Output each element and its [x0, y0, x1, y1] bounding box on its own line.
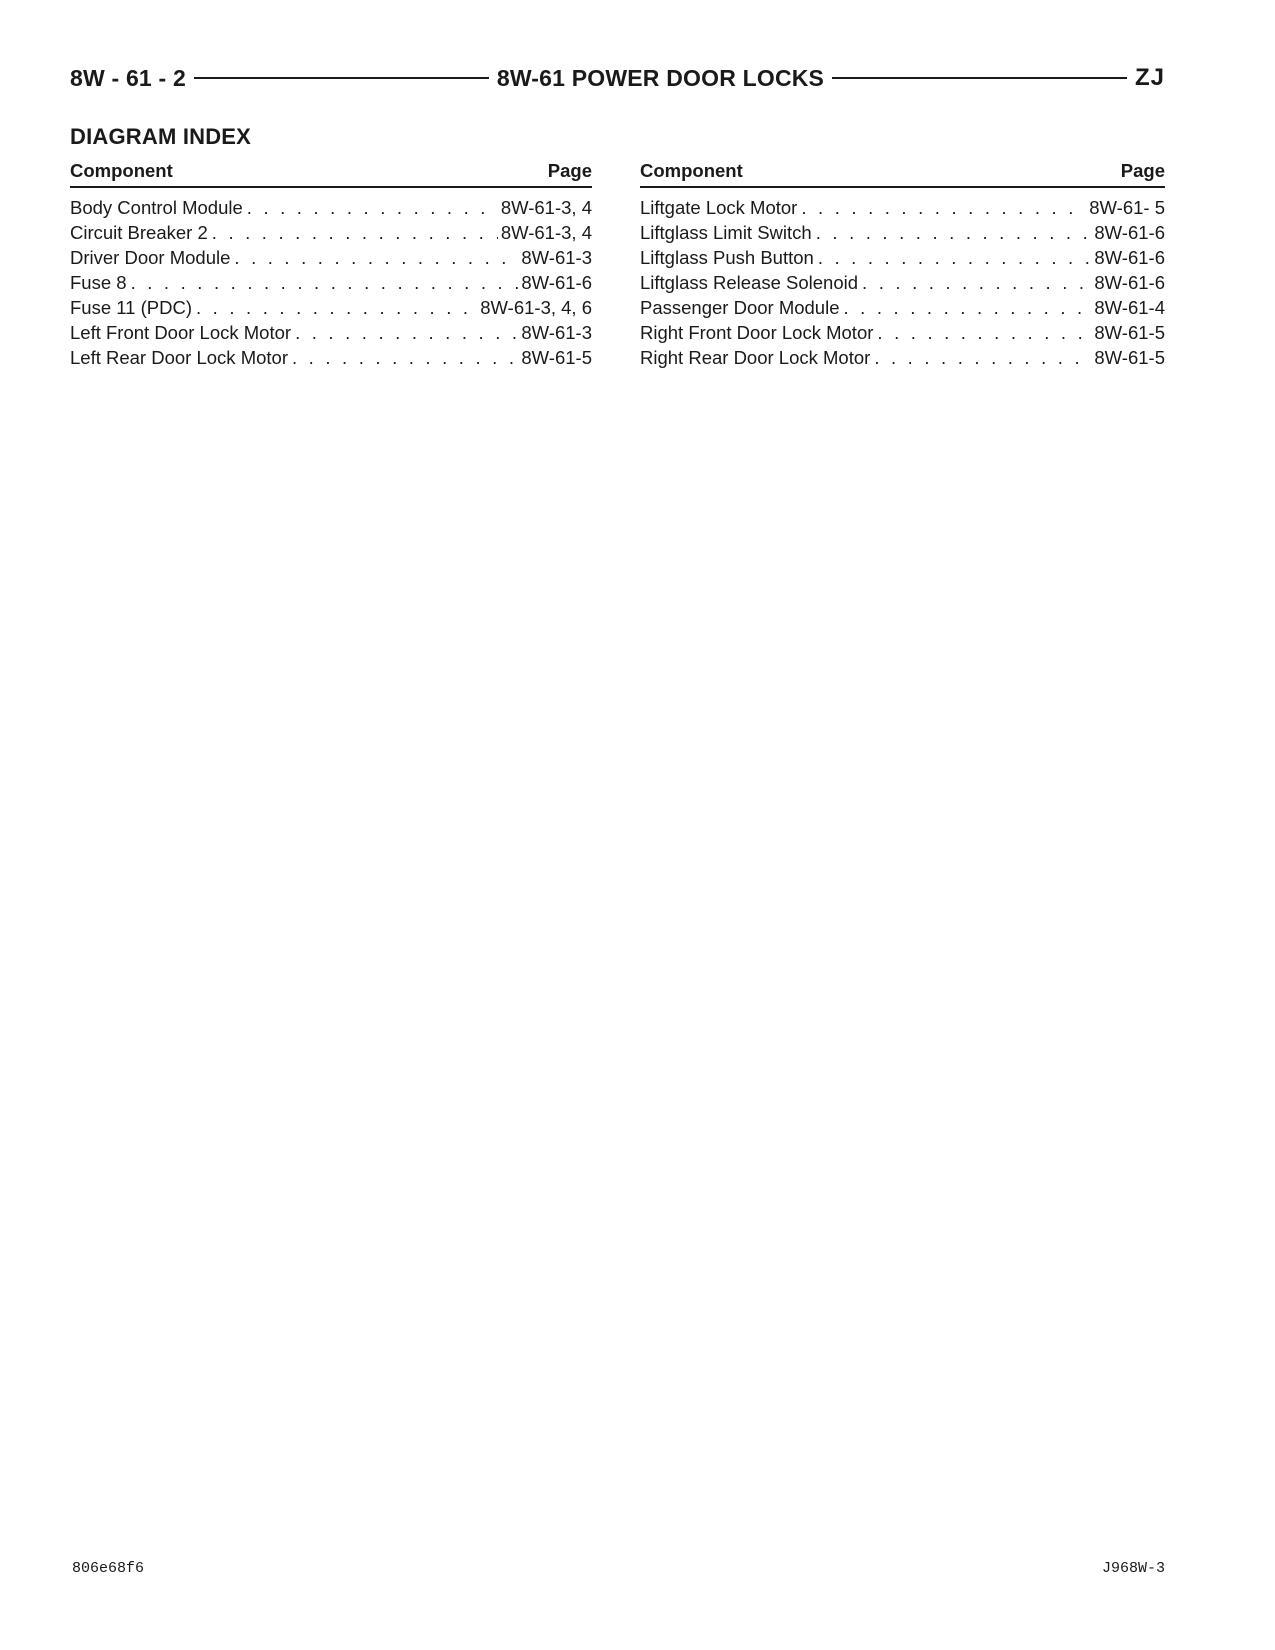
- index-row: [70, 295, 592, 320]
- column-header: [640, 160, 1165, 188]
- dot-leader: [247, 195, 498, 220]
- section-title: 8W-61 POWER DOOR LOCKS: [496, 64, 825, 91]
- page-ref: 8W-61-5: [521, 347, 592, 368]
- index-row: [70, 220, 592, 245]
- component-name: Body Control Module: [70, 197, 243, 218]
- component-name: Left Rear Door Lock Motor: [70, 347, 288, 368]
- index-row: [640, 195, 1165, 220]
- index-row: [70, 345, 592, 370]
- column-header-component: Component: [640, 160, 743, 181]
- dot-leader: [818, 245, 1092, 270]
- component-name: Liftgate Lock Motor: [640, 197, 798, 218]
- dot-leader: [844, 295, 1092, 320]
- page-ref: 8W-61-3, 4: [500, 222, 592, 243]
- index-list-right: [640, 195, 1165, 370]
- dot-leader: [874, 345, 1091, 370]
- index-list-left: [70, 195, 592, 370]
- index-row: [70, 195, 592, 220]
- column-header: [70, 160, 592, 188]
- dot-leader: [816, 220, 1092, 245]
- index-row: [640, 345, 1165, 370]
- component-name: Liftglass Push Button: [640, 247, 814, 268]
- index-row: [640, 320, 1165, 345]
- column-header-page: Page: [1120, 160, 1165, 181]
- page-ref: 8W-61-3, 4, 6: [480, 297, 592, 318]
- header-rule-left: [194, 77, 489, 79]
- page-ref: 8W-61-6: [1094, 222, 1165, 243]
- page-ref: 8W-61- 5: [1089, 197, 1165, 218]
- page-ref: 8W-61-6: [1094, 272, 1165, 293]
- column-header-page: Page: [547, 160, 592, 181]
- dot-leader: [212, 220, 498, 245]
- page-header: [70, 62, 1165, 94]
- index-column-left: [70, 160, 592, 370]
- page-number: 8W - 61 - 2: [70, 64, 186, 91]
- dot-leader: [234, 245, 518, 270]
- dot-leader: [801, 195, 1086, 220]
- footer-left-code: 806e68f6: [72, 1560, 145, 1577]
- dot-leader: [295, 320, 518, 345]
- page-ref: 8W-61-4: [1094, 297, 1165, 318]
- component-name: Passenger Door Module: [640, 297, 840, 318]
- page-ref: 8W-61-3: [521, 247, 592, 268]
- component-name: Left Front Door Lock Motor: [70, 322, 292, 343]
- component-name: Driver Door Module: [70, 247, 231, 268]
- dot-leader: [877, 320, 1091, 345]
- index-row: [640, 295, 1165, 320]
- index-row: [70, 245, 592, 270]
- page-ref: 8W-61-5: [1094, 347, 1165, 368]
- page-ref: 8W-61-6: [521, 272, 592, 293]
- dot-leader: [862, 270, 1091, 295]
- model-code: ZJ: [1135, 64, 1166, 91]
- dot-leader: [292, 345, 518, 370]
- component-name: Circuit Breaker 2: [70, 222, 208, 243]
- page-ref: 8W-61-3: [521, 322, 592, 343]
- component-name: Liftglass Release Solenoid: [640, 272, 859, 293]
- index-row: [640, 245, 1165, 270]
- dot-leader: [196, 295, 477, 320]
- component-name: Liftglass Limit Switch: [640, 222, 812, 243]
- component-name: Fuse 11 (PDC): [70, 297, 192, 318]
- diagram-index-title: DIAGRAM INDEX: [70, 124, 252, 149]
- dot-leader: [131, 270, 519, 295]
- component-name: Fuse 8: [70, 272, 127, 293]
- page-ref: 8W-61-6: [1094, 247, 1165, 268]
- column-header-component: Component: [70, 160, 173, 181]
- index-row: [640, 270, 1165, 295]
- index-column-right: [640, 160, 1165, 370]
- component-name: Right Rear Door Lock Motor: [640, 347, 871, 368]
- header-rule-right: [832, 77, 1127, 79]
- page-ref: 8W-61-5: [1094, 322, 1165, 343]
- index-row: [70, 320, 592, 345]
- index-row: [640, 220, 1165, 245]
- footer-right-code: J968W-3: [1101, 1560, 1165, 1577]
- component-name: Right Front Door Lock Motor: [640, 322, 874, 343]
- index-row: [70, 270, 592, 295]
- page-ref: 8W-61-3, 4: [500, 197, 592, 218]
